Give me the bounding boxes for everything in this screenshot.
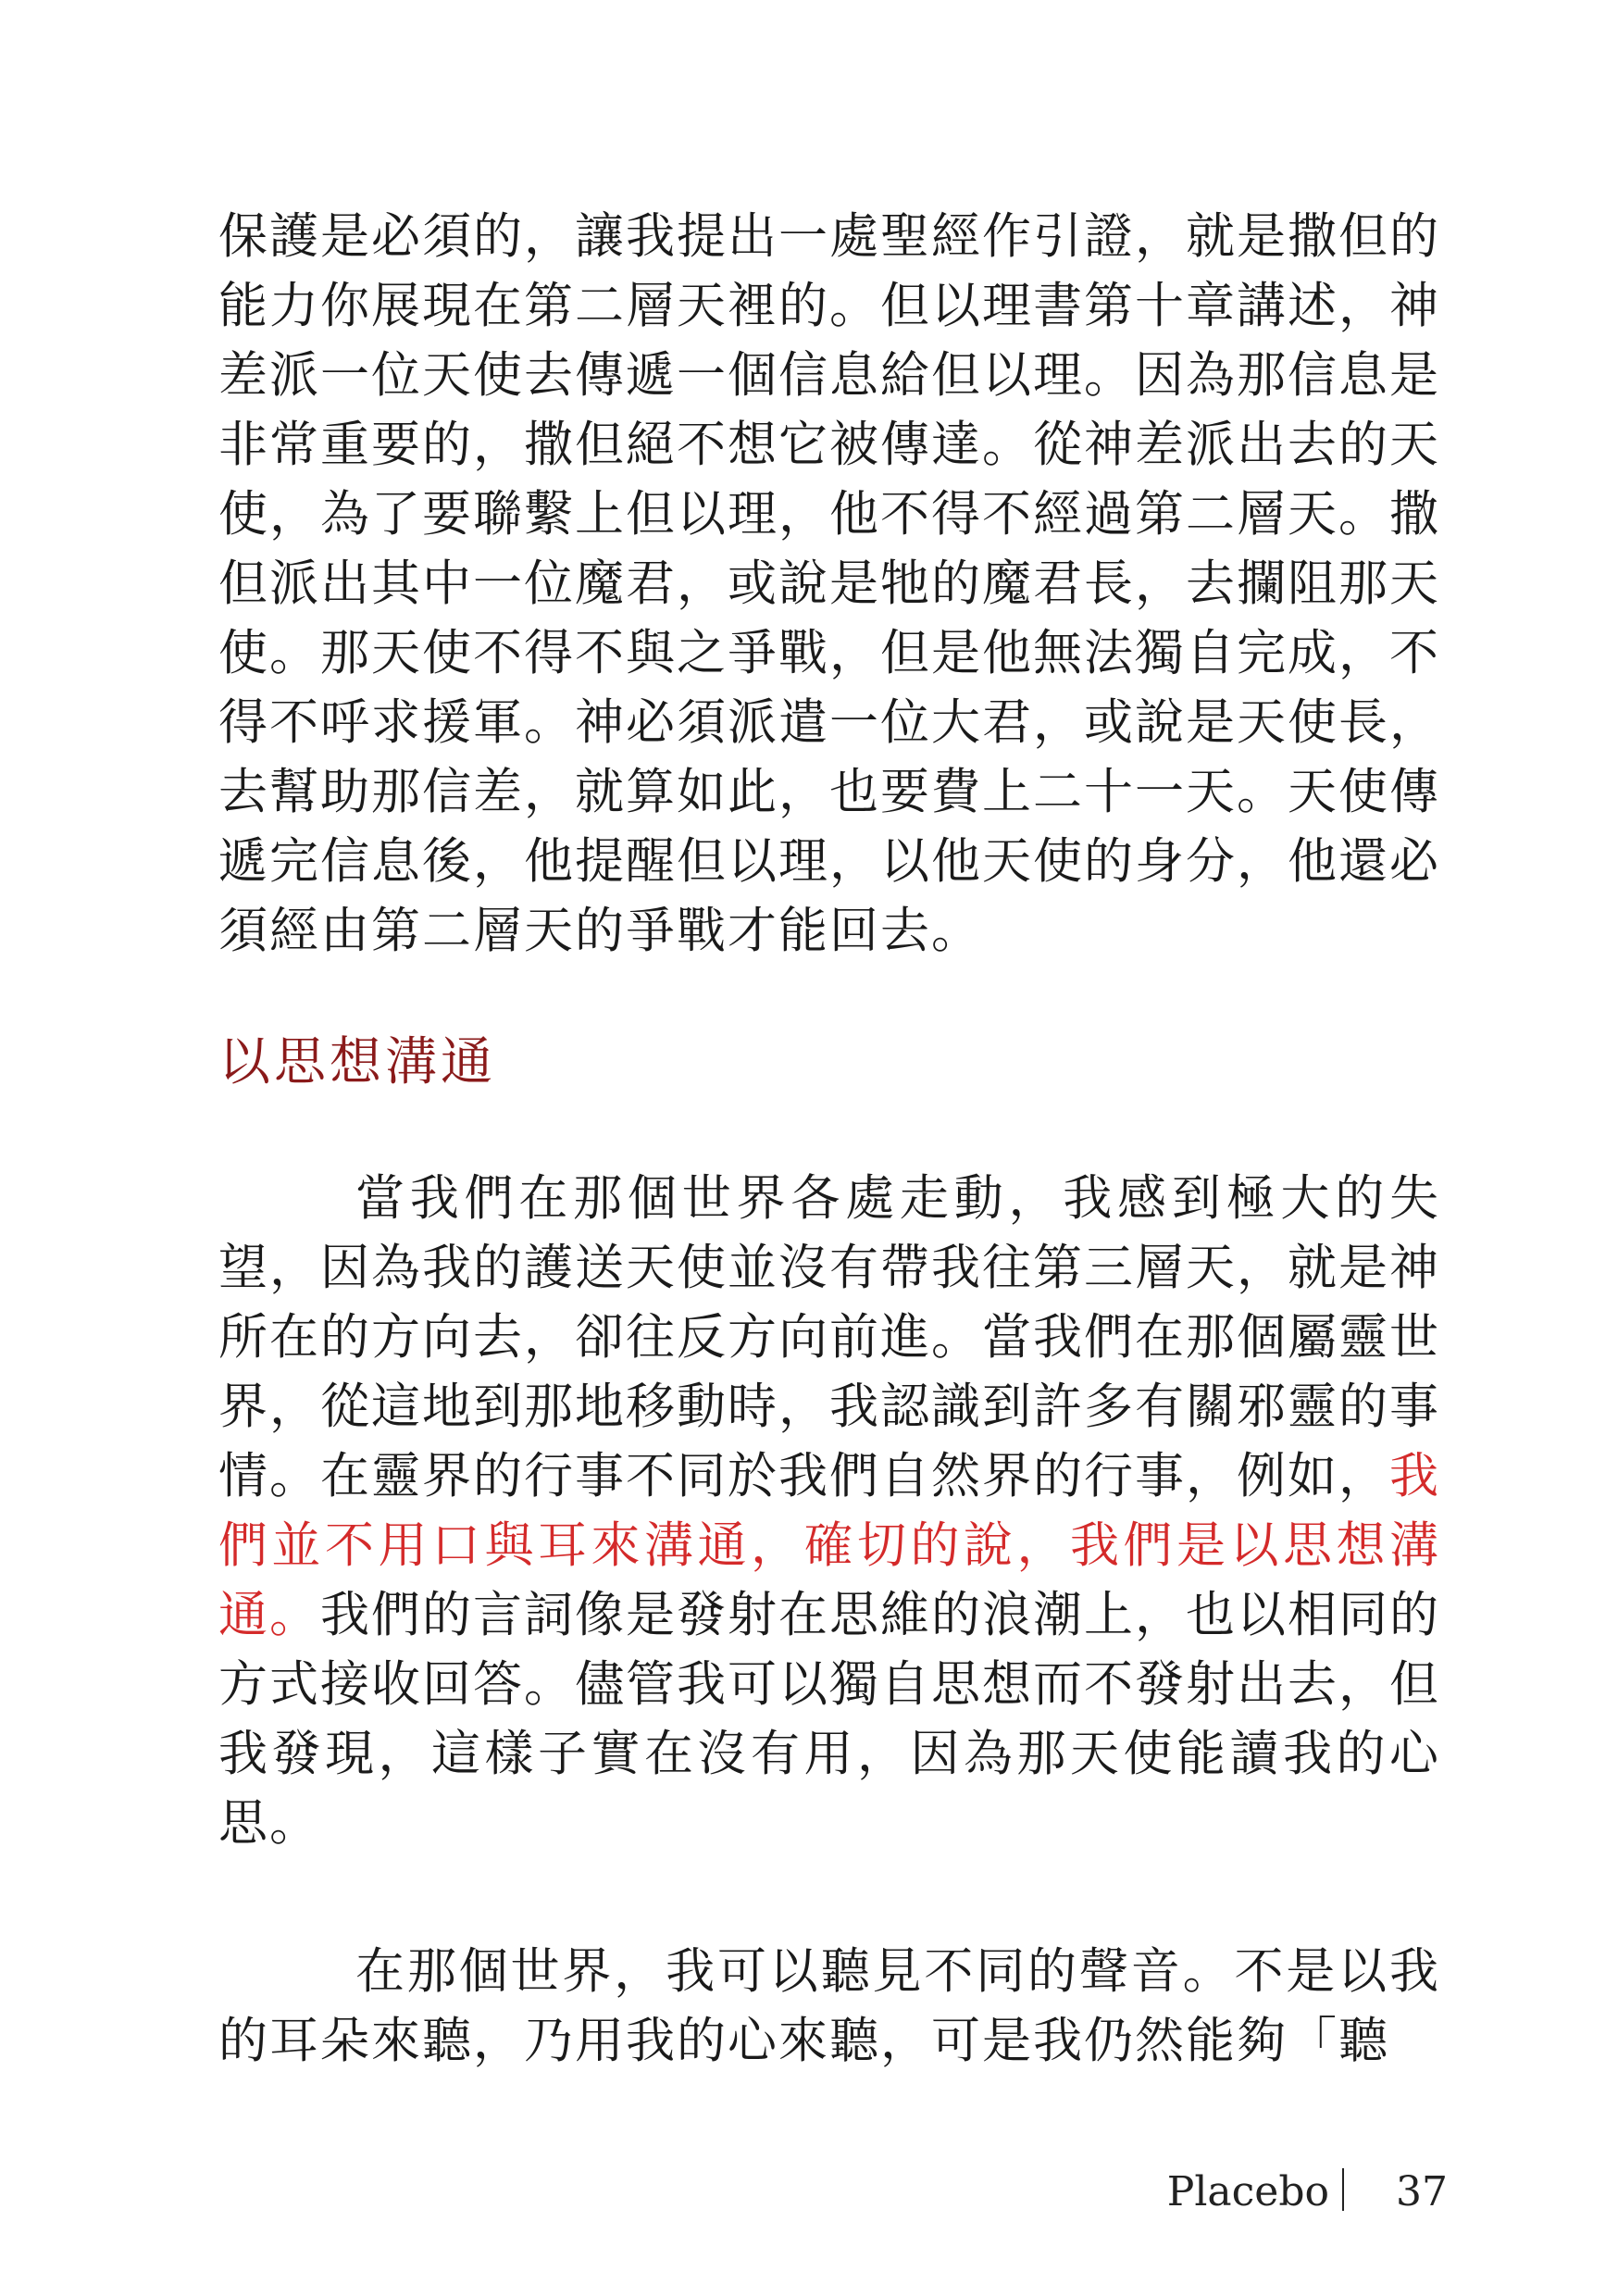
body-paragraph-1: 保護是必須的，讓我提出一處聖經作引證，就是撒但的能力你展現在第二層天裡的。但以理書第十章講述，神差派一位天使去傳遞一個信息給但以理。因為那信息是非常重要的，撒但絕不想它被傳達。從神差派出去的天使，為了要聯繫上但以理，他不得不經過第二層天。撒但派出其中一位魔君，或說是牠的魔君長，去攔阻那天使。那天使不得不與之爭戰，但是他無法獨自完成，不得不呼求援軍。神必須派遣一位大君，或說是天使長，去幫助那信差，就算如此，也要費上二十一天。天使傳遞完信息後，他提醒但以理，以他天使的身分，他還必須經由第二層天的爭戰才能回去。 xyxy=(218,208,1440,959)
footer-separator xyxy=(1342,2168,1344,2211)
body-paragraph-3: 在那個世界，我可以聽見不同的聲音。不是以我的耳朵來聽，乃用我的心來聽，可是我仍然能夠「聽 xyxy=(218,1943,1440,2069)
paragraph-2-text-end: 我們的言詞像是發射在思維的浪潮上，也以相同的方式接收回答。儘管我可以獨自思想而不發射出去，但我發現，這樣子實在沒有用，因為那天使能讀我的心思。 xyxy=(218,1587,1440,1852)
page-footer xyxy=(1167,2165,1448,2220)
body-paragraph-2 xyxy=(218,1164,1440,1858)
highlighted-sentence: 我們並不用口與耳來溝通，確切的說，我們是以思想溝通。 xyxy=(218,1448,1440,1643)
book-title: Placebo xyxy=(1166,2168,1329,2215)
page-number: 37 xyxy=(1396,2168,1448,2215)
paragraph-2-text-start: 當我們在那個世界各處走動，我感到極大的失望，因為我的護送天使並沒有帶我往第三層天，就是神所在的方向去，卻往反方向前進。當我們在那個屬靈世界，從這地到那地移動時，我認識到許多有關邪靈的事情。在靈界的行事不同於我們自然界的行事，例如， xyxy=(218,1170,1440,1504)
section-heading: 以思想溝通 xyxy=(218,1032,496,1092)
